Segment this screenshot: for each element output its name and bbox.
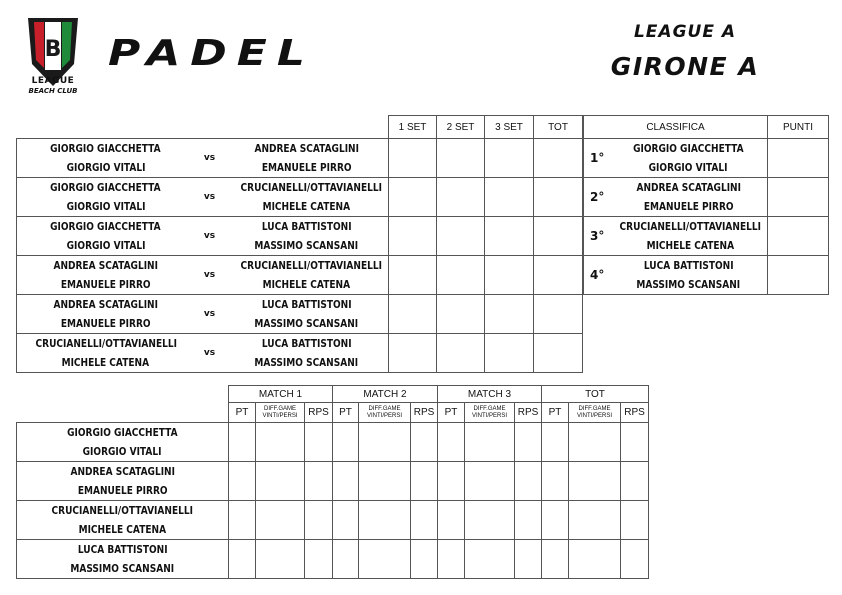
team-cell — [225, 217, 389, 256]
score-cell[interactable] — [542, 501, 569, 540]
score-cell[interactable] — [438, 462, 465, 501]
score-cell[interactable] — [438, 423, 465, 462]
logo-text-league: LEAGUE — [31, 76, 75, 86]
score-cell[interactable] — [485, 217, 534, 256]
sub-rps: RPS — [411, 403, 438, 423]
score-cell[interactable] — [621, 423, 649, 462]
player-name: EMANUELE PIRRO — [261, 161, 352, 174]
score-cell[interactable] — [333, 462, 359, 501]
score-cell[interactable] — [621, 462, 649, 501]
rank-label: 4° — [590, 268, 605, 282]
player-name: ANDREA SCATAGLINI — [70, 465, 175, 478]
player-name: MICHELE CATENA — [262, 200, 350, 213]
score-cell[interactable] — [411, 462, 438, 501]
score-cell[interactable] — [438, 501, 465, 540]
score-cell[interactable] — [305, 540, 333, 579]
player-name: LUCA BATTISTONI — [77, 543, 168, 556]
standing-row — [584, 256, 829, 295]
standing-row — [584, 139, 829, 178]
score-cell[interactable] — [542, 462, 569, 501]
score-cell[interactable] — [437, 178, 485, 217]
score-cell[interactable] — [437, 295, 485, 334]
vs-label: vs — [195, 217, 225, 256]
score-cell[interactable] — [229, 462, 256, 501]
player-name: GIORGIO VITALI — [66, 239, 146, 252]
team-cell — [17, 256, 195, 295]
score-cell[interactable] — [534, 217, 583, 256]
score-cell[interactable] — [389, 139, 437, 178]
team-cell — [17, 295, 195, 334]
score-cell[interactable] — [437, 139, 485, 178]
rank-label: 2° — [590, 190, 605, 204]
col-set-1: 1 SET — [389, 116, 437, 139]
sub-diff-game: DIFF.GAME VINTI/PERSI — [359, 403, 411, 423]
match-row — [17, 256, 583, 295]
score-cell[interactable] — [515, 423, 542, 462]
matches-table — [16, 115, 583, 373]
score-cell[interactable] — [437, 334, 485, 373]
score-cell[interactable] — [389, 178, 437, 217]
standing-team-cell — [584, 139, 768, 178]
logo-text-beach-club: BEACH CLUB — [28, 87, 78, 95]
standing-row — [584, 217, 829, 256]
score-cell[interactable] — [305, 462, 333, 501]
player-name: ANDREA SCATAGLINI — [254, 142, 359, 155]
score-cell[interactable] — [256, 423, 305, 462]
team-cell — [225, 295, 389, 334]
summary-row — [17, 462, 649, 501]
standings-header-row — [584, 116, 829, 139]
score-cell[interactable] — [621, 540, 649, 579]
score-cell[interactable] — [485, 295, 534, 334]
standing-team-cell — [584, 178, 768, 217]
vs-label: vs — [195, 334, 225, 373]
player-name: LUCA BATTISTONI — [261, 337, 352, 350]
score-cell[interactable] — [229, 423, 256, 462]
match-row — [17, 178, 583, 217]
sub-pt: PT — [542, 403, 569, 423]
team-cell — [17, 501, 229, 540]
player-name: LUCA BATTISTONI — [261, 298, 352, 311]
score-cell[interactable] — [411, 501, 438, 540]
score-cell[interactable] — [465, 540, 515, 579]
standings-table — [583, 115, 829, 295]
score-cell[interactable] — [534, 295, 583, 334]
score-cell[interactable] — [437, 256, 485, 295]
score-cell[interactable] — [256, 540, 305, 579]
sub-rps: RPS — [621, 403, 649, 423]
score-cell[interactable] — [411, 423, 438, 462]
score-cell[interactable] — [569, 462, 621, 501]
player-name: EMANUELE PIRRO — [60, 278, 151, 291]
sub-pt: PT — [438, 403, 465, 423]
team-cell — [17, 423, 229, 462]
score-cell[interactable] — [515, 462, 542, 501]
score-cell[interactable] — [229, 540, 256, 579]
league-title: LEAGUE A — [633, 22, 737, 42]
team-cell — [17, 139, 195, 178]
page-title: PADEL — [108, 32, 315, 74]
player-name: MICHELE CATENA — [62, 356, 150, 369]
standing-team-cell — [584, 256, 768, 295]
score-cell[interactable] — [389, 295, 437, 334]
team-cell — [225, 334, 389, 373]
score-cell[interactable] — [534, 256, 583, 295]
score-cell[interactable] — [438, 540, 465, 579]
sub-pt: PT — [333, 403, 359, 423]
team-cell — [225, 256, 389, 295]
player-name: GIORGIO GIACCHETTA — [50, 181, 161, 194]
score-cell[interactable] — [333, 501, 359, 540]
col-set-2: 2 SET — [437, 116, 485, 139]
summary-table — [16, 385, 649, 579]
match-row — [17, 295, 583, 334]
player-name: GIORGIO GIACCHETTA — [50, 220, 161, 233]
score-cell[interactable] — [305, 501, 333, 540]
score-cell[interactable] — [515, 540, 542, 579]
summary-rows — [17, 423, 649, 579]
score-cell[interactable] — [333, 540, 359, 579]
team-cell — [225, 178, 389, 217]
player-name: CRUCIANELLI/OTTAVIANELLI — [240, 181, 382, 194]
col-set-3: 3 SET — [485, 116, 534, 139]
summary-row — [17, 540, 649, 579]
score-cell[interactable] — [359, 462, 411, 501]
player-name: EMANUELE PIRRO — [643, 200, 734, 213]
score-cell[interactable] — [569, 540, 621, 579]
score-cell[interactable] — [534, 334, 583, 373]
player-name: GIORGIO GIACCHETTA — [67, 426, 178, 439]
score-cell[interactable] — [569, 423, 621, 462]
player-name: MASSIMO SCANSANI — [254, 356, 359, 369]
standing-row — [584, 178, 829, 217]
score-cell[interactable] — [485, 178, 534, 217]
score-cell[interactable] — [465, 501, 515, 540]
score-cell[interactable] — [333, 423, 359, 462]
team-cell — [17, 462, 229, 501]
girone-title: GIRONE A — [610, 52, 760, 81]
col-punti: PUNTI — [768, 116, 829, 139]
sub-pt: PT — [229, 403, 256, 423]
vs-label: vs — [195, 139, 225, 178]
score-cell[interactable] — [465, 462, 515, 501]
sub-diff-game: DIFF.GAME VINTI/PERSI — [256, 403, 305, 423]
summary-row — [17, 423, 649, 462]
score-cell[interactable] — [485, 256, 534, 295]
player-name: ANDREA SCATAGLINI — [53, 259, 158, 272]
score-cell[interactable] — [534, 178, 583, 217]
score-cell[interactable] — [569, 501, 621, 540]
summary-sub-row — [17, 403, 649, 423]
rank-label: 1° — [590, 151, 605, 165]
score-cell[interactable] — [389, 256, 437, 295]
summary-group-1: MATCH 1 — [229, 386, 333, 403]
player-name: CRUCIANELLI/OTTAVIANELLI — [619, 220, 762, 233]
player-name: MASSIMO SCANSANI — [70, 562, 175, 575]
standing-team-cell — [584, 217, 768, 256]
vs-label: vs — [195, 256, 225, 295]
player-name: LUCA BATTISTONI — [643, 259, 734, 272]
score-cell[interactable] — [465, 423, 515, 462]
score-cell[interactable] — [359, 423, 411, 462]
rank-label: 3° — [590, 229, 605, 243]
punti-cell[interactable] — [768, 178, 829, 217]
col-classifica: CLASSIFICA — [584, 116, 768, 139]
player-name: GIORGIO GIACCHETTA — [633, 142, 744, 155]
summary-group-3: MATCH 3 — [438, 386, 542, 403]
player-name: MASSIMO SCANSANI — [254, 239, 359, 252]
punti-cell[interactable] — [768, 256, 829, 295]
matches-header-row — [17, 116, 583, 139]
player-name: GIORGIO VITALI — [649, 161, 728, 174]
team-cell — [17, 540, 229, 579]
player-name: CRUCIANELLI/OTTAVIANELLI — [51, 504, 194, 517]
player-name: MICHELE CATENA — [646, 239, 735, 252]
team-cell — [17, 334, 195, 373]
sub-diff-game: DIFF.GAME VINTI/PERSI — [465, 403, 515, 423]
punti-cell[interactable] — [768, 139, 829, 178]
player-name: CRUCIANELLI/OTTAVIANELLI — [240, 259, 382, 272]
score-cell[interactable] — [256, 462, 305, 501]
score-cell[interactable] — [389, 217, 437, 256]
summary-group-row — [17, 386, 649, 403]
player-name: GIORGIO VITALI — [66, 161, 146, 174]
player-name: GIORGIO VITALI — [66, 200, 146, 213]
summary-row — [17, 501, 649, 540]
score-cell[interactable] — [411, 540, 438, 579]
player-name: MASSIMO SCANSANI — [254, 317, 359, 330]
vs-label: vs — [195, 295, 225, 334]
score-cell[interactable] — [621, 501, 649, 540]
score-cell[interactable] — [542, 540, 569, 579]
player-name: ANDREA SCATAGLINI — [53, 298, 158, 311]
score-cell[interactable] — [542, 423, 569, 462]
match-row — [17, 139, 583, 178]
score-cell[interactable] — [359, 540, 411, 579]
player-name: MICHELE CATENA — [262, 278, 350, 291]
match-row — [17, 334, 583, 373]
score-cell[interactable] — [534, 139, 583, 178]
team-cell — [17, 217, 195, 256]
summary-group-4: TOT — [542, 386, 649, 403]
sub-rps: RPS — [305, 403, 333, 423]
player-name: GIORGIO VITALI — [83, 445, 162, 458]
score-cell[interactable] — [359, 501, 411, 540]
team-cell — [17, 178, 195, 217]
player-name: ANDREA SCATAGLINI — [636, 181, 741, 194]
score-cell[interactable] — [515, 501, 542, 540]
player-name: EMANUELE PIRRO — [77, 484, 168, 497]
player-name: EMANUELE PIRRO — [60, 317, 151, 330]
team-cell — [225, 139, 389, 178]
player-name: MASSIMO SCANSANI — [636, 278, 741, 291]
match-rows — [17, 139, 583, 373]
player-name: CRUCIANELLI/OTTAVIANELLI — [35, 337, 177, 350]
summary-group-2: MATCH 2 — [333, 386, 438, 403]
score-cell[interactable] — [389, 334, 437, 373]
score-cell[interactable] — [256, 501, 305, 540]
score-cell[interactable] — [437, 217, 485, 256]
score-cell[interactable] — [485, 139, 534, 178]
col-tot: TOT — [534, 116, 583, 139]
sub-rps: RPS — [515, 403, 542, 423]
score-cell[interactable] — [229, 501, 256, 540]
player-name: MICHELE CATENA — [78, 523, 167, 536]
match-row — [17, 217, 583, 256]
score-cell[interactable] — [485, 334, 534, 373]
sub-diff-game: DIFF.GAME VINTI/PERSI — [569, 403, 621, 423]
logo-letter: B — [44, 37, 62, 62]
standing-rows — [584, 139, 829, 295]
score-cell[interactable] — [305, 423, 333, 462]
vs-label: vs — [195, 178, 225, 217]
player-name: LUCA BATTISTONI — [261, 220, 352, 233]
player-name: GIORGIO GIACCHETTA — [50, 142, 161, 155]
